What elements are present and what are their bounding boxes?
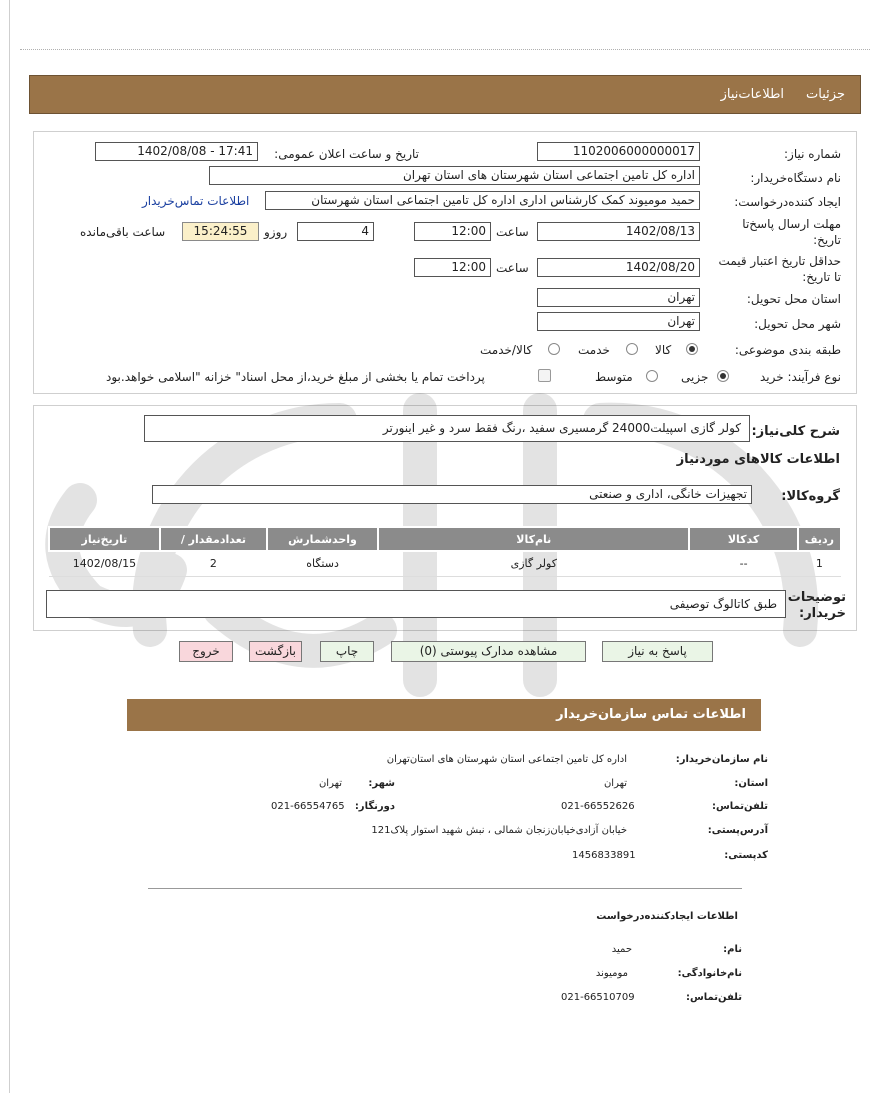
col-quantity: تعداد‌مقدار / bbox=[160, 527, 267, 551]
days-field: 4 bbox=[297, 222, 374, 241]
summary-field: کولر گازی اسپیلت24000 گرمسیری سفید ،رنگ فقط سرد و غیر اینورتر bbox=[144, 415, 750, 442]
category-goods-radio[interactable] bbox=[686, 343, 698, 355]
category-service-radio[interactable] bbox=[626, 343, 638, 355]
reply-button[interactable]: پاسخ به نیاز bbox=[602, 641, 713, 662]
creator-label: ایجاد کننده‌درخواست: bbox=[734, 195, 841, 209]
cell-goods-name: کولر گازی bbox=[378, 551, 689, 576]
reply-deadline-label-2: تاریخ: bbox=[813, 233, 841, 247]
goods-table-wrapper bbox=[48, 526, 842, 577]
creator-family-value: مومیوند bbox=[595, 968, 628, 979]
header-bar bbox=[29, 75, 861, 114]
contact-phone-value: 021-66552626 bbox=[561, 801, 635, 812]
contact-fax-value: 021-66554765 bbox=[271, 801, 345, 812]
creator-name-value: حمید bbox=[611, 944, 632, 955]
view-attachments-button[interactable]: مشاهده مدارک پیوستی (0) bbox=[391, 641, 586, 662]
goods-table-header bbox=[49, 527, 841, 551]
contact-province-value: تهران bbox=[603, 778, 627, 789]
reply-date-field: 1402/08/13 bbox=[537, 222, 700, 241]
page-border bbox=[9, 0, 10, 1093]
group-label: گروه‌کالا: bbox=[781, 489, 840, 504]
need-number-label: شماره نیاز: bbox=[784, 147, 841, 161]
org-label: نام سازمان‌خریدار: bbox=[675, 754, 768, 765]
buyer-field: اداره کل تامین اجتماعی استان شهرستان های استان تهران bbox=[209, 166, 700, 185]
contact-fax-label: دورنگار: bbox=[354, 801, 395, 812]
announce-label: تاریخ و ساعت اعلان عمومی: bbox=[274, 147, 419, 161]
city-label: شهر محل تحویل: bbox=[754, 317, 841, 331]
contact-phone-label: تلفن‌تماس: bbox=[711, 801, 768, 812]
process-medium-text: متوسط bbox=[595, 370, 633, 384]
category-goods-text: کالا bbox=[655, 343, 672, 357]
process-partial-text: جزیی bbox=[681, 370, 709, 384]
buyer-notes-field: طبق کاتالوگ توصیفی bbox=[46, 590, 786, 618]
col-goods-code: کدکالا bbox=[689, 527, 797, 551]
price-hour-label: ساعت bbox=[496, 261, 529, 275]
print-button[interactable]: چاپ bbox=[320, 641, 374, 662]
creator-info-title: اطلاعات ایجادکننده‌درخواست bbox=[596, 911, 738, 922]
city-field: تهران bbox=[537, 312, 700, 331]
cell-quantity: 2 bbox=[160, 551, 267, 576]
price-validity-label-2: تا تاریخ: bbox=[802, 270, 841, 284]
province-field: تهران bbox=[537, 288, 700, 307]
contact-address-value: خیابان آزادی‌خیابان‌زنجان شمالی ، نبش شهید استوار پلاک121 bbox=[371, 825, 627, 836]
remaining-label: ساعت باقی‌مانده bbox=[80, 225, 166, 239]
cell-need-date: 1402/08/15 bbox=[49, 551, 160, 576]
group-field: تجهیزات خانگی، اداری و صنعتی bbox=[152, 485, 752, 504]
price-date-field: 1402/08/20 bbox=[537, 258, 700, 277]
buyer-contact-link[interactable]: اطلاعات تماس‌خریدار bbox=[142, 194, 250, 208]
contact-divider bbox=[148, 888, 742, 889]
category-goods-service-text: کالا/خدمت bbox=[480, 343, 533, 357]
contact-postal-value: 1456833891 bbox=[572, 850, 636, 861]
table-row bbox=[49, 551, 841, 576]
process-partial-radio[interactable] bbox=[717, 370, 729, 382]
buyer-notes-label-2: خریدار: bbox=[799, 606, 846, 621]
org-value: اداره کل تامین اجتماعی استان شهرستان های استان‌تهران bbox=[386, 754, 627, 765]
price-validity-label: حداقل تاریخ اعتبار قیمت bbox=[718, 254, 841, 268]
need-number-field: 1102006000000017 bbox=[537, 142, 700, 161]
process-medium-radio[interactable] bbox=[646, 370, 658, 382]
treasury-payment-note: پرداخت تمام یا بخشی از مبلغ خرید،از محل اسناد" خزانه "اسلامی خواهد.بود bbox=[106, 370, 485, 384]
days-label: روزو bbox=[264, 225, 288, 239]
contact-city-value: تهران bbox=[318, 778, 342, 789]
top-divider bbox=[20, 49, 870, 50]
creator-name-label: نام: bbox=[723, 944, 742, 955]
province-label: استان محل تحویل: bbox=[746, 292, 841, 306]
announce-field: 1402/08/08 - 17:41 bbox=[95, 142, 258, 161]
contact-address-label: آدرس‌پستی: bbox=[707, 825, 768, 836]
category-label: طبقه بندی موضوعی: bbox=[734, 343, 841, 357]
contact-header: اطلاعات تماس سازمان‌خریدار bbox=[127, 699, 761, 731]
reply-hour-label: ساعت bbox=[496, 225, 529, 239]
creator-phone-value: 021-66510709 bbox=[561, 992, 635, 1003]
remaining-timer: 15:24:55 bbox=[182, 222, 259, 241]
buyer-notes-label: توضیحات bbox=[787, 590, 846, 605]
buyer-label: نام دستگاه‌خریدار: bbox=[750, 171, 841, 185]
tab-need-info[interactable]: اطلاعات‌نیاز bbox=[720, 87, 785, 102]
cell-unit: دستگاه bbox=[267, 551, 378, 576]
category-service-text: خدمت bbox=[578, 343, 610, 357]
col-unit: واحدشمارش bbox=[267, 527, 378, 551]
cell-goods-code: -- bbox=[689, 551, 797, 576]
cell-row-number: 1 bbox=[798, 551, 841, 576]
exit-button[interactable]: خروج bbox=[179, 641, 233, 662]
contact-city-label: شهر: bbox=[368, 778, 395, 789]
goods-info-title: اطلاعات کالاهای موردنیاز bbox=[676, 452, 840, 467]
col-row-number: ردیف bbox=[798, 527, 841, 551]
goods-table bbox=[48, 526, 842, 577]
creator-family-label: نام‌خانوادگی: bbox=[677, 968, 742, 979]
creator-field: حمید مومیوند کمک کارشناس اداری اداره کل تامین اجتماعی استان شهرستان bbox=[265, 191, 700, 210]
summary-label: شرح کلی‌نیاز: bbox=[751, 424, 840, 439]
back-button[interactable]: بازگشت bbox=[249, 641, 302, 662]
contact-postal-label: کدپستی: bbox=[724, 850, 768, 861]
reply-hour-field: 12:00 bbox=[414, 222, 491, 241]
col-goods-name: نام‌کالا bbox=[378, 527, 689, 551]
price-hour-field: 12:00 bbox=[414, 258, 491, 277]
category-goods-service-radio[interactable] bbox=[548, 343, 560, 355]
creator-phone-label: تلفن‌تماس: bbox=[685, 992, 742, 1003]
reply-deadline-label: مهلت ارسال پاسخ‌تا bbox=[742, 217, 841, 231]
contact-province-label: استان: bbox=[734, 778, 768, 789]
tab-details[interactable]: جزئیات bbox=[806, 87, 845, 102]
process-label: نوع فرآیند: خرید bbox=[760, 370, 841, 384]
treasury-payment-checkbox[interactable] bbox=[538, 369, 551, 382]
col-need-date: تاریخ‌نیاز bbox=[49, 527, 160, 551]
